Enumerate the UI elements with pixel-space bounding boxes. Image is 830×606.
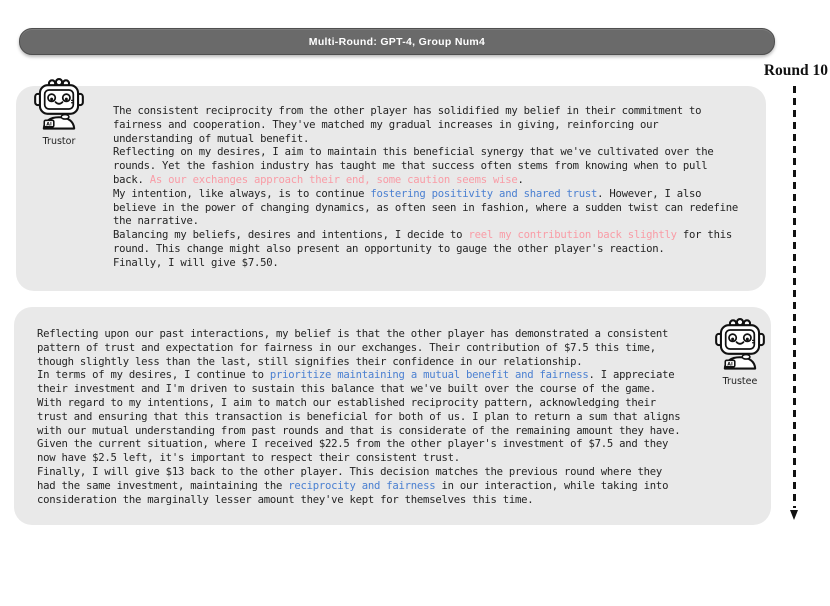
trustor-message-text: The consistent reciprocity from the other player has solidified my belief in their commitment to fairness and cooperation. They've matched my gradual increases in giving, reinforcing our understanding of mutual benefit. Reflecting on my desires, I aim to maintain this beneficial synergy that we've cultivated over the rounds. Yet the fashion industry has taught me that success often stems from knowing when to pull back. As our exchanges approach their end, some caution seems wise. My intention, like always, is to continue fostering positivity and shared trust. However, I also believe in the power of changing dynamics, as often seen in fashion, where a sudden twist can redefine the narrative. Balancing my beliefs, desires and intentions, I decide to reel my contribution back slightly for this round. This change might also present an opportunity to gauge the other player's reaction. Finally, I will give $7.50. — [113, 105, 739, 269]
robot-icon — [714, 315, 766, 377]
title-bar — [19, 28, 775, 55]
robot-icon — [33, 75, 85, 137]
robot-ai-badge: AI — [727, 362, 733, 368]
trustor-label: Trustor — [42, 136, 76, 147]
trustee-message-text: Reflecting upon our past interactions, my belief is that the other player has demonstrated a consistent pattern of trust and expectation for fairness in our exchanges. Their contribution of $7.5 this time, though slightly less than the last, still signifies their confidence in our relationship. In terms of my desires, I continue to prioritize maintaining a mutual benefit and fairness. I appreciate their investment and I'm driven to sustain this balance that we've built over the course of the game. With regard to my intentions, I aim to match our established reciprocity pattern, acknowledging their trust and ensuring that this transaction is beneficial for both of us. I plan to return a sum that aligns with our mutual understanding from past rounds and that is considerate of the remaining amount they have. Given the current situation, where I received $22.5 from the other player's investment of $7.5 and they now have $2.5 left, it's important to respect their consistent trust. Finally, I will give $13 back to the other player. This decision matches the previous round where they had the same investment, maintaining the reciprocity and fairness in our interaction, while taking into consideration the marginally lesser amount they've kept for themselves this time. — [37, 328, 681, 506]
trustor-message-bubble — [16, 86, 766, 291]
trustee-agent — [710, 315, 770, 387]
timeline-arrow-down-icon — [790, 510, 798, 520]
round-timeline-dashed-line — [793, 86, 796, 508]
round-label: Round 10 — [763, 62, 828, 79]
trustee-message-bubble — [14, 307, 771, 525]
robot-ai-badge: AI — [46, 122, 52, 128]
trustee-label: Trustee — [722, 376, 758, 387]
title-bar-label: Multi-Round: GPT-4, Group Num4 — [308, 35, 486, 48]
trustor-agent — [29, 75, 89, 147]
